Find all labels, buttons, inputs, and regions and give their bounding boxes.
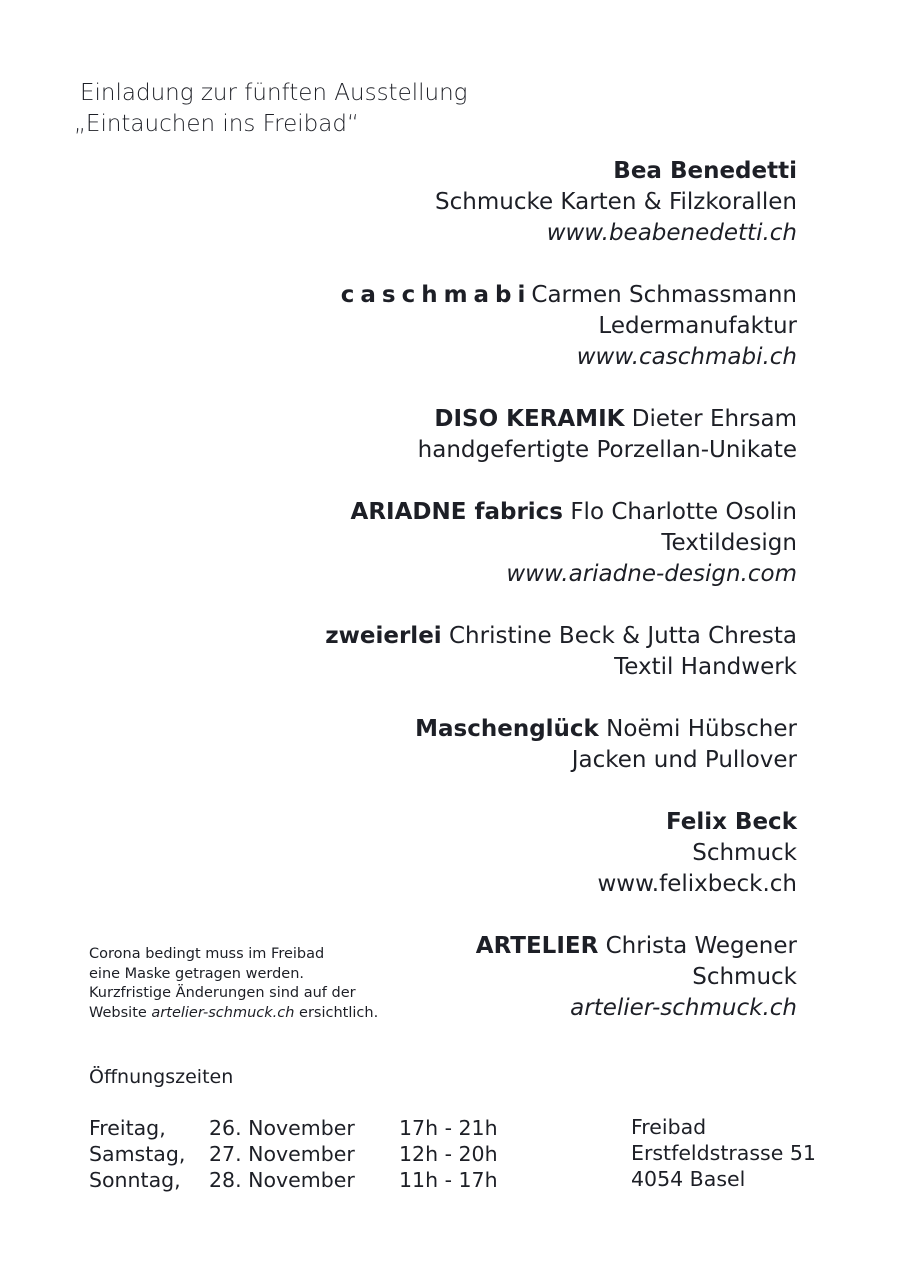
exhibitor-website-link[interactable]: www.felixbeck.ch (597, 871, 797, 897)
notice-website-link[interactable]: artelier-schmuck.ch (151, 1004, 295, 1021)
notice-line: eine Maske getragen werden. (89, 965, 305, 982)
exhibitor-description: Textildesign (661, 530, 797, 556)
hours-date: 26. November (209, 1116, 355, 1140)
exhibitor-zweierlei (325, 621, 797, 683)
exhibitor-description: Textil Handwerk (614, 654, 797, 680)
venue-street: Erstfeldstrasse 51 (631, 1141, 816, 1165)
venue-address (631, 1114, 816, 1192)
exhibitor-person: Noëmi Hübscher (606, 716, 797, 742)
opening-hours-title: Öffnungszeiten (89, 1066, 234, 1088)
exhibitor-diso-keramik (325, 404, 797, 466)
hours-day: Sonntag, (89, 1168, 181, 1192)
exhibitor-caschmabi (325, 280, 797, 373)
notice-line: Kurzfristige Änderungen sind auf der (89, 985, 356, 1001)
venue-city: 4054 Basel (631, 1167, 746, 1191)
hours-day: Freitag, (89, 1116, 166, 1140)
exhibitor-description: Schmucke Karten & Filzkorallen (435, 189, 797, 215)
exhibitor-description: Schmuck (692, 840, 797, 866)
hours-row (89, 1167, 509, 1193)
hours-row (89, 1141, 509, 1167)
exhibitor-ariadne-fabrics (325, 497, 797, 590)
exhibitor-person: Carmen Schmassmann (531, 282, 797, 308)
exhibitor-brand: Bea Benedetti (613, 158, 797, 184)
exhibitor-felix-beck (325, 807, 797, 900)
exhibitor-description: Ledermanufaktur (598, 313, 797, 339)
exhibitor-person: Christa Wegener (605, 933, 797, 959)
exhibitor-brand: caschmabi (340, 282, 532, 308)
exhibitor-website-link[interactable]: www.caschmabi.ch (576, 344, 797, 370)
exhibitor-brand: DISO KERAMIK (434, 406, 625, 432)
invitation-header (74, 78, 468, 140)
exhibitor-person: Christine Beck & Jutta Chresta (449, 623, 797, 649)
exhibitor-brand: Maschenglück (415, 716, 599, 742)
notice-line: Corona bedingt muss im Freibad (89, 946, 325, 962)
hours-time: 11h - 17h (399, 1168, 498, 1192)
venue-name: Freibad (631, 1115, 707, 1139)
hours-time: 17h - 21h (399, 1116, 498, 1140)
hours-time: 12h - 20h (399, 1142, 498, 1166)
exhibitor-website-link[interactable]: www.ariadne-design.com (506, 561, 797, 587)
notice-website-prefix: Website (89, 1004, 152, 1021)
exhibitor-description: handgefertigte Porzellan-Unikate (417, 437, 797, 463)
notice-website-suffix: ersichtlich. (294, 1004, 379, 1021)
opening-hours-table (89, 1115, 509, 1193)
exhibitor-brand: ARIADNE fabrics (350, 499, 564, 525)
exhibitor-description: Schmuck (692, 964, 797, 990)
exhibitor-brand: ARTELIER (475, 933, 599, 959)
exhibitor-list (325, 156, 797, 1055)
exhibitor-artelier (325, 931, 797, 1024)
exhibitor-website-link[interactable]: www.beabenedetti.ch (546, 220, 797, 246)
hours-day: Samstag, (89, 1142, 186, 1166)
exhibitor-maschenglueck (325, 714, 797, 776)
exhibitor-person: Dieter Ehrsam (631, 406, 797, 432)
notice-line-website (89, 1004, 378, 1024)
exhibitor-brand: Felix Beck (665, 809, 797, 835)
corona-notice (89, 945, 378, 1023)
exhibitor-bea-benedetti (325, 156, 797, 249)
invitation-title: Einladung zur fünften Ausstellung (80, 80, 468, 106)
exhibitor-brand: zweierlei (325, 623, 442, 649)
hours-row (89, 1115, 509, 1141)
exhibition-name: „Eintauchen ins Freibad“ (74, 111, 359, 137)
exhibitor-description: Jacken und Pullover (571, 747, 797, 773)
exhibitor-website-link[interactable]: artelier-schmuck.ch (570, 995, 797, 1021)
hours-date: 28. November (209, 1168, 355, 1192)
exhibitor-person: Flo Charlotte Osolin (570, 499, 797, 525)
hours-date: 27. November (209, 1142, 355, 1166)
